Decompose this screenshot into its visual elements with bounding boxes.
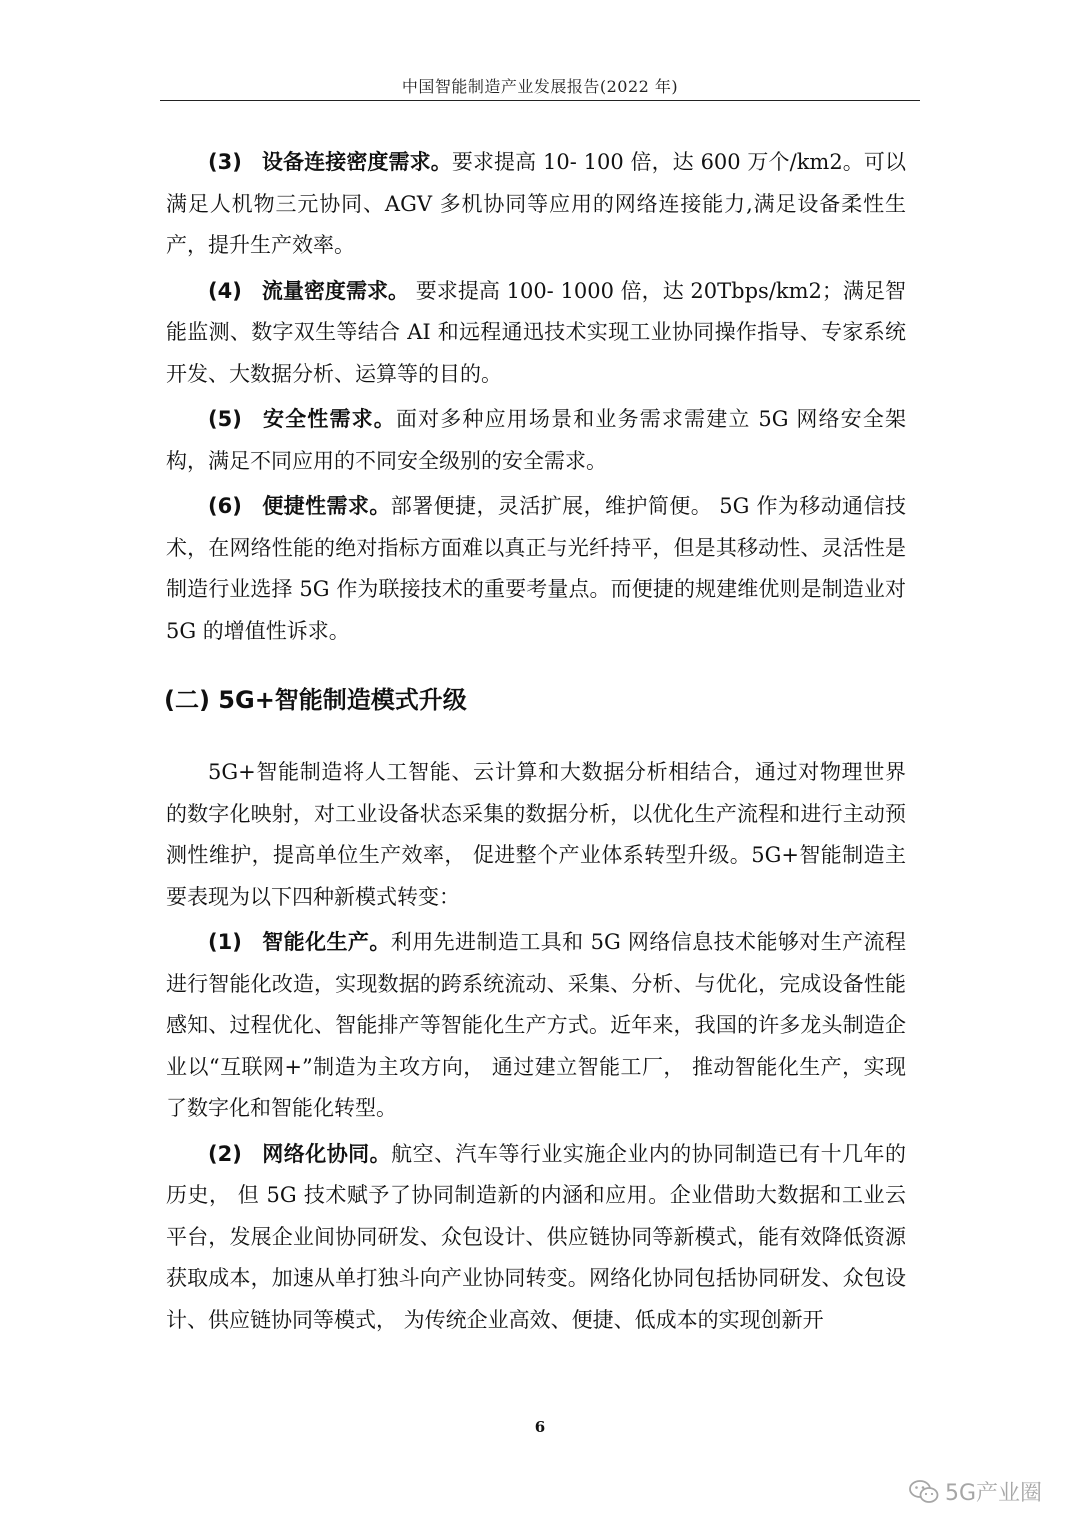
item-text: 要求提高 100- 1000 倍，达 20Tbps/km2；满足智能监测、数字双生等结合 AI 和远程通迅技术实现工业协同操作指导、专家系统开发、大数据分析、运算等的目的。 [166,278,906,386]
item-number: (5) [208,407,242,431]
item-term: 便捷性需求。 [261,494,391,518]
header-divider [160,100,920,101]
paragraph-network-collaboration [166,1134,906,1342]
item-text: 航空、汽车等行业实施企业内的协同制造已有十几年的历史， 但 5G 技术赋予了协同制造新的内涵和应用。企业借助大数据和工业云平台，发展企业间协同研发、众包设计、供应链协同等新模式，能有效降低资源获取成本，加速从单打独斗向产业协同转变。网络化协同包括协同研发、众包设计、供应链协同等模式， 为传统企业高效、便捷、低成本的实现创新开 [166,1141,906,1332]
item-term: 安全性需求。 [261,407,396,431]
item-number: (4) [208,278,242,303]
item-text: 要求提高 10- 100 倍，达 600 万个/km2。可以满足人机物三元协同、AGV 多机协同等应用的网络连接能力,满足设备柔性生产，提升生产效率。 [166,150,907,257]
page-body [166,142,906,1345]
paragraph-section-intro [166,752,906,918]
item-text: 部署便捷，灵活扩展，维护简便。 5G 作为移动通信技术，在网络性能的绝对指标方面难以真正与光纤持平，但是其移动性、灵活性是制造行业选择 5G 作为联接技术的重要考量点。而便捷的规建维优则是制造业对 5G 的增值性诉求。 [166,494,906,643]
item-number: (1) [208,930,242,954]
paragraph-convenience [166,486,906,652]
item-text: 面对多种应用场景和业务需求需建立 5G 网络安全架构，满足不同应用的不同安全级别的安全需求。 [166,407,906,473]
section-heading: (二) 5G+智能制造模式升级 [164,686,467,714]
item-number: (3) [208,150,242,174]
item-term: 智能化生产。 [261,930,391,954]
watermark [909,1476,1042,1507]
running-header: 中国智能制造产业发展报告(2022 年) [401,77,679,96]
item-number: (2) [208,1141,242,1166]
watermark-text: 5G产业圈 [944,1481,1042,1506]
paragraph-intelligent-production [166,922,906,1130]
paragraph-traffic-density [166,271,906,396]
item-number: (6) [208,494,242,518]
wechat-icon [909,1479,939,1505]
page-number: 6 [534,1418,546,1436]
item-term: 设备连接密度需求。 [261,150,452,174]
intro-text: 5G+智能制造将人工智能、云计算和大数据分析相结合，通过对物理世界的数字化映射，对工业设备状态采集的数据分析，以优化生产流程和进行主动预测性维护，提高单位生产效率， 促进整个产业体系转型升级。5G+智能制造主要表现为以下四种新模式转变： [166,760,906,909]
paragraph-device-density [166,142,906,267]
paragraph-security [166,399,906,482]
item-term: 网络化协同。 [261,1141,392,1166]
item-term: 流量密度需求。 [261,278,410,303]
item-text: 利用先进制造工具和 5G 网络信息技术能够对生产流程进行智能化改造，实现数据的跨系统流动、采集、分析、与优化，完成设备性能感知、过程优化、智能排产等智能化生产方式。近年来，我国的许多龙头制造企业以“互联网+”制造为主攻方向， 通过建立智能工厂， 推动智能化生产，实现了数字化和智能化转型。 [166,930,906,1120]
